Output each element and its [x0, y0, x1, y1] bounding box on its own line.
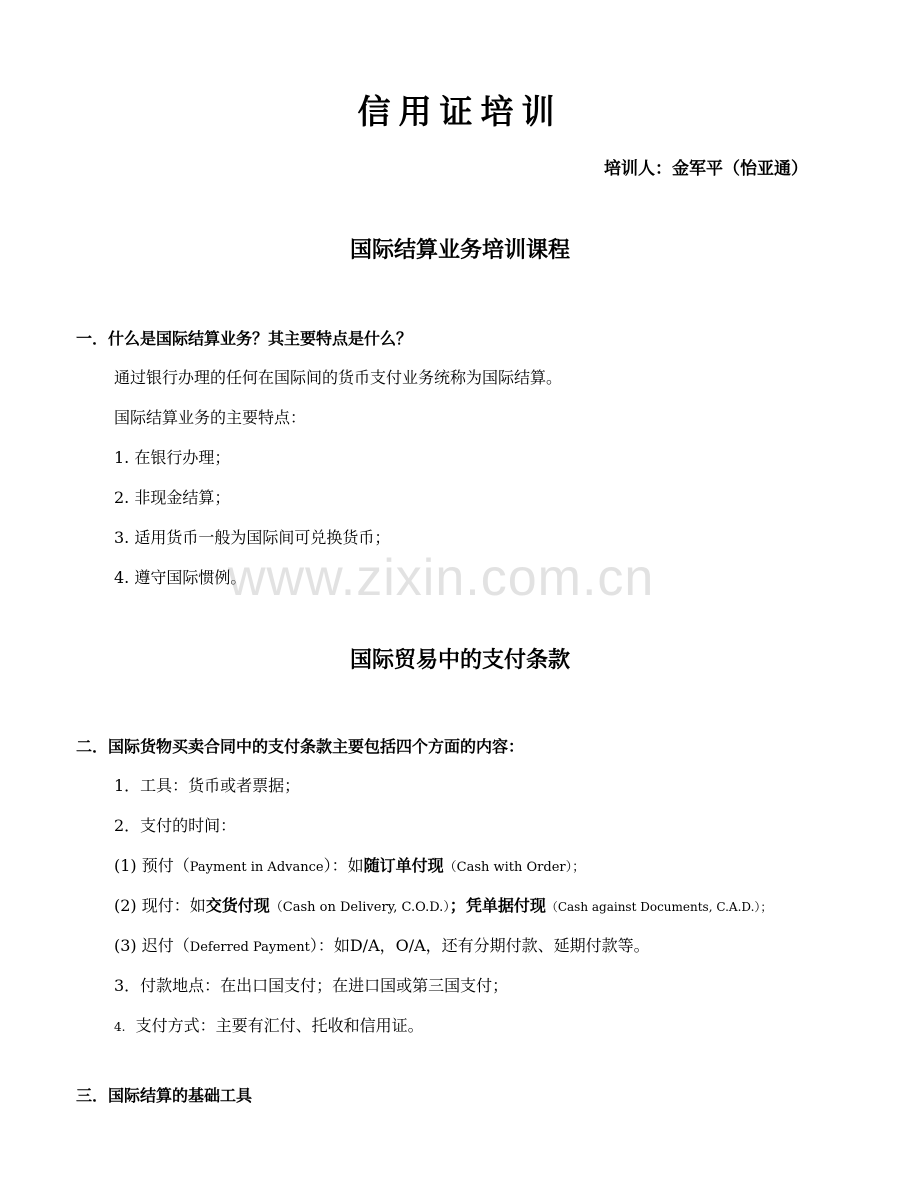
- spot-sep: ；: [449, 896, 466, 915]
- feature-item: 1. 在银行办理；: [114, 448, 231, 467]
- payment-item-tool: 1．工具：货币或者票据；: [114, 776, 301, 795]
- section3-heading: 三．国际结算的基础工具: [76, 1086, 253, 1105]
- deferred-en: Deferred Payment: [189, 940, 310, 955]
- prepay-en2: （Cash with Order）；: [443, 860, 586, 875]
- features-intro: 国际结算业务的主要特点：: [114, 408, 307, 427]
- payment-item-place: 3．付款地点：在出口国支付；在进口国或第三国支付；: [114, 976, 509, 995]
- feature-item: 2. 非现金结算；: [114, 488, 231, 507]
- prepay-line: [114, 853, 585, 876]
- prepay-bold: 随订单付现: [363, 856, 444, 875]
- watermark: www.zixin.com.cn: [228, 549, 655, 607]
- prepay-en: Payment in Advance: [189, 860, 324, 875]
- trade-heading: 国际贸易中的支付条款: [349, 647, 570, 673]
- feature-item: 4. 遵守国际惯例。: [114, 568, 247, 587]
- feature-item: 3. 适用货币一般为国际间可兑换货币；: [114, 528, 391, 547]
- item4-text: 支付方式：主要有汇付、托收和信用证。: [135, 1016, 424, 1035]
- section1-heading: 一．什么是国际结算业务？其主要特点是什么？: [76, 329, 413, 348]
- deferred-rest: ）：如D/A，O/A，还有分期付款、延期付款等。: [309, 936, 650, 955]
- document-title: 信用证培训: [357, 92, 563, 131]
- spot-en2: （Cash against Documents, C.A.D.）；: [545, 900, 773, 914]
- payment-item-time: 2．支付的时间：: [114, 816, 237, 835]
- deferred-line: [114, 933, 650, 956]
- spot-prefix: (2) 现付：如: [114, 896, 206, 915]
- deferred-prefix: (3) 迟付（: [114, 936, 190, 955]
- trainer-line: 培训人：金军平（怡亚通）: [604, 159, 808, 179]
- spot-bold2: 凭单据付现: [465, 896, 546, 915]
- course-heading: 国际结算业务培训课程: [349, 237, 570, 263]
- prepay-mid: ）：如: [323, 856, 364, 875]
- prepay-prefix: (1) 预付（: [114, 856, 190, 875]
- spot-bold1: 交货付现: [205, 896, 270, 915]
- item4-number: 4.: [114, 1020, 126, 1034]
- spot-payment-line: [114, 893, 772, 916]
- payment-item-method: [114, 1013, 424, 1036]
- spot-en1: （Cash on Delivery, C.O.D.）: [269, 900, 450, 915]
- section1-definition: 通过银行办理的任何在国际间的货币支付业务统称为国际结算。: [114, 368, 563, 387]
- section2-heading: 二．国际货物买卖合同中的支付条款主要包括四个方面的内容：: [76, 737, 525, 756]
